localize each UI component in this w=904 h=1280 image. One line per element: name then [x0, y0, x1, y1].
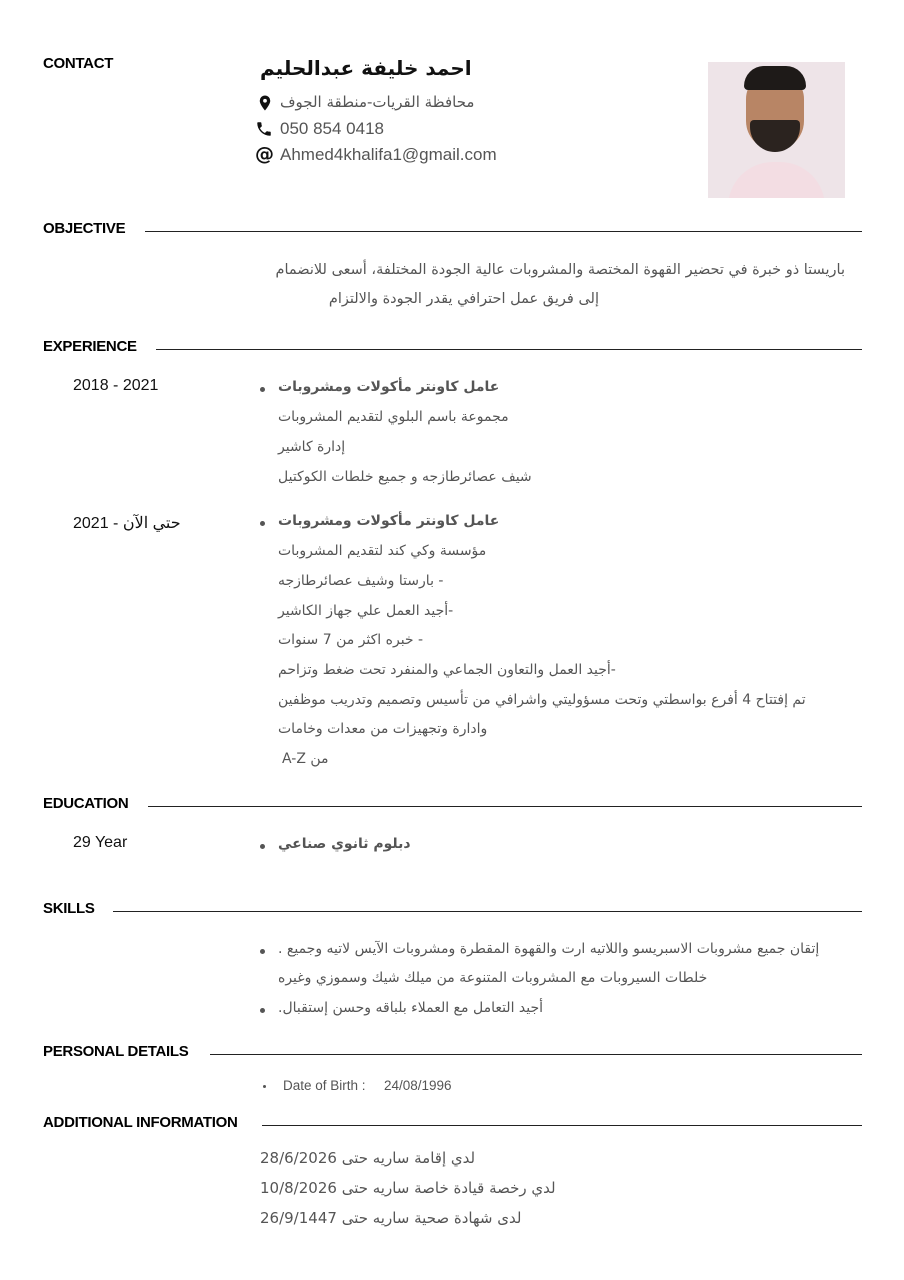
- contact-heading: CONTACT: [43, 55, 114, 72]
- objective-line: إلى فريق عمل احترافي يقدر الجودة والالتزام: [328, 291, 599, 307]
- personal-details-heading: PERSONAL DETAILS: [43, 1043, 189, 1060]
- education-divider: [148, 806, 862, 807]
- experience-line: تم إفتتاح 4 أفرع بواسطتي وتحت مسؤوليتي واشرافي من تأسيس وتصميم وتدريب موظفين: [278, 692, 806, 708]
- education-heading: EDUCATION: [43, 795, 129, 812]
- objective-heading: OBJECTIVE: [43, 220, 126, 237]
- dob-label: Date of Birth :: [283, 1078, 366, 1093]
- additional-line: لدي إقامة ساريه حتى 28/6/2026: [260, 1149, 476, 1167]
- experience-divider: [156, 349, 862, 350]
- email-at-icon: @: [255, 143, 274, 165]
- phone-icon: [255, 120, 273, 138]
- location-pin-icon: [256, 94, 274, 112]
- skill-item: إتقان جميع مشروبات الاسبريسو واللاتيه ارت والقهوة المقطرة ومشروبات الآيس لاتيه وجميع .: [278, 941, 820, 957]
- experience-title: عامل كاونتر مأكولات ومشروبات: [278, 379, 500, 395]
- experience-line: - بارستا وشيف عصائرطازجه: [278, 573, 444, 589]
- experience-line: من A-Z: [282, 751, 329, 767]
- experience-title: عامل كاونتر مأكولات ومشروبات: [278, 513, 500, 529]
- objective-line: باريستا ذو خبرة في تحضير القهوة المختصة والمشروبات عالية الجودة المختلفة، أسعى للانضمام: [275, 262, 845, 278]
- experience-line: -أجيد العمل والتعاون الجماعي والمنفرد تحت ضغط وتزاحم: [278, 662, 616, 678]
- candidate-name: احمد خليفة عبدالحليم: [260, 56, 472, 80]
- experience-line: مؤسسة وكي كند لتقديم المشروبات: [278, 543, 487, 559]
- additional-divider: [262, 1125, 862, 1126]
- dob-value: 24/08/1996: [384, 1078, 452, 1093]
- profile-photo: [708, 62, 845, 198]
- experience-heading: EXPERIENCE: [43, 338, 137, 355]
- experience-line: إدارة كاشير: [278, 439, 346, 455]
- skills-divider: [113, 911, 862, 912]
- skills-heading: SKILLS: [43, 900, 95, 917]
- experience-date: 2018 - 2021: [73, 377, 159, 394]
- contact-email[interactable]: Ahmed4khalifa1@gmail.com: [280, 145, 497, 164]
- experience-date: حتي الآن - 2021: [73, 515, 181, 532]
- additional-line: لدي رخصة قيادة خاصة ساريه حتى 10/8/2026: [260, 1179, 556, 1197]
- experience-line: - خبره اكثر من 7 سنوات: [278, 632, 424, 648]
- skill-item: أجيد التعامل مع العملاء بلباقه وحسن إستقبال.: [278, 1000, 544, 1016]
- bullet: [260, 521, 265, 526]
- bullet: [260, 387, 265, 392]
- education-date: 29 Year: [73, 834, 128, 851]
- additional-info-heading: ADDITIONAL INFORMATION: [43, 1114, 238, 1131]
- bullet: [260, 949, 265, 954]
- skill-item-continued: خلطات السيروبات مع المشروبات المتنوعة من ميلك شيك وسموزي وغيره: [278, 970, 708, 986]
- experience-line: -أجيد العمل علي جهاز الكاشير: [278, 603, 454, 619]
- education-title: دبلوم ثانوي صناعي: [278, 836, 411, 852]
- objective-divider: [145, 231, 862, 232]
- personal-divider: [210, 1054, 862, 1055]
- experience-line: وادارة وتجهيزات من معدات وخامات: [278, 721, 488, 737]
- contact-location: محافظة القريات-منطقة الجوف: [280, 93, 475, 111]
- bullet: [263, 1085, 266, 1088]
- contact-phone: 050 854 0418: [280, 119, 384, 138]
- bullet: [260, 1008, 265, 1013]
- additional-line: لدى شهادة صحية ساريه حتى 26/9/1447: [260, 1209, 522, 1227]
- bullet: [260, 844, 265, 849]
- experience-line: مجموعة باسم البلوي لتقديم المشروبات: [278, 409, 509, 425]
- experience-line: شيف عصائرطازجه و جميع خلطات الكوكتيل: [278, 469, 532, 485]
